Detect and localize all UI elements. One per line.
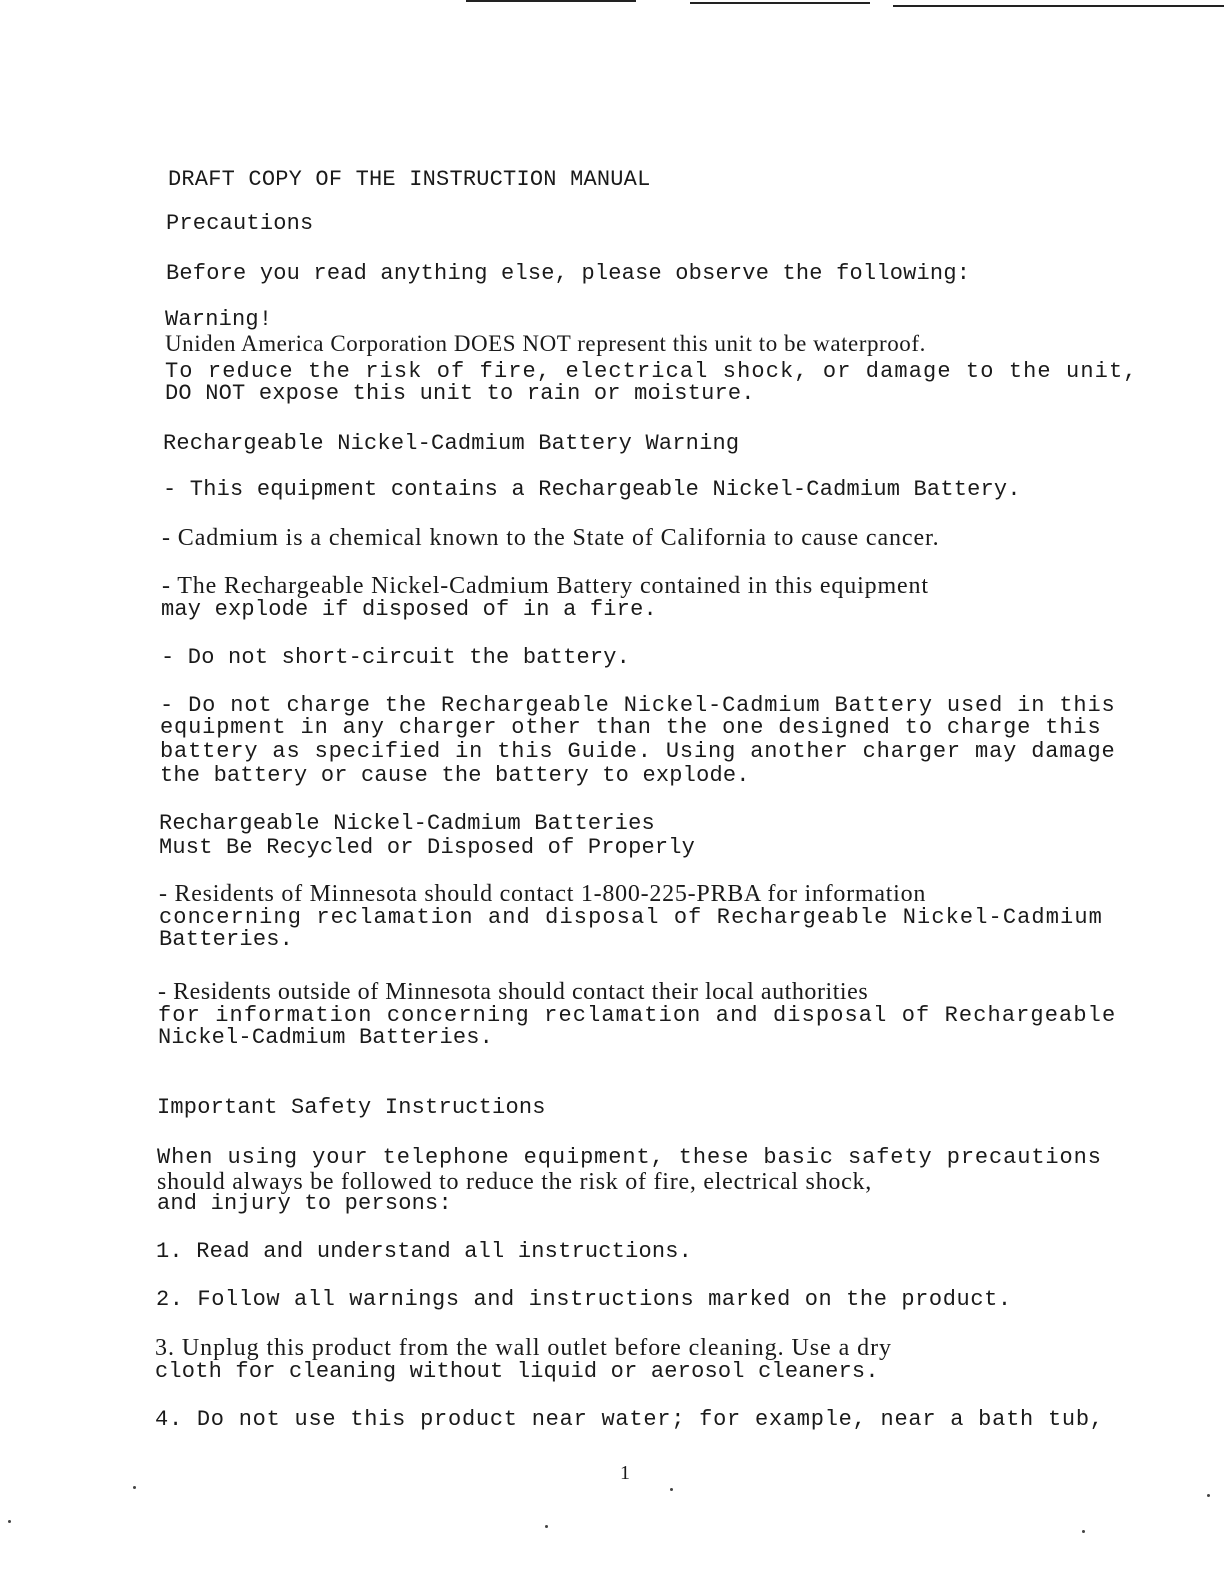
battery-warning-item-2: - Cadmium is a chemical known to the State of California to cause cancer.: [162, 525, 940, 551]
battery-warning-item-3-line-2: may explode if disposed of in a fire.: [161, 597, 657, 622]
recycling-item-2-line-1: - Residents outside of Minnesota should contact their local authorities: [158, 979, 869, 1005]
page-number: 1: [620, 1462, 630, 1484]
safety-item-1: 1. Read and understand all instructions.: [156, 1239, 693, 1264]
safety-intro-line-3: and injury to persons:: [157, 1191, 452, 1216]
document-header: DRAFT COPY OF THE INSTRUCTION MANUAL: [168, 167, 651, 192]
safety-item-3-line-2: cloth for cleaning without liquid or aerosol cleaners.: [155, 1359, 879, 1384]
warning-line-3: DO NOT expose this unit to rain or moisture.: [165, 381, 755, 406]
scan-speck: [1082, 1530, 1085, 1533]
scan-speck: [8, 1520, 11, 1523]
recycling-title-line-1: Rechargeable Nickel-Cadmium Batteries: [159, 811, 655, 836]
safety-item-3-line-1: 3. Unplug this product from the wall outlet before cleaning. Use a dry: [155, 1335, 892, 1361]
battery-warning-item-5-line-3: battery as specified in this Guide. Using another charger may damage: [160, 739, 1116, 764]
recycling-item-1-line-2: concerning reclamation and disposal of Rechargeable Nickel-Cadmium: [159, 905, 1103, 930]
warning-label: Warning!: [165, 307, 273, 332]
battery-warning-item-4: - Do not short-circuit the battery.: [161, 645, 631, 670]
safety-item-2: 2. Follow all warnings and instructions marked on the product.: [156, 1287, 1012, 1312]
battery-warning-item-3-line-1: - The Rechargeable Nickel-Cadmium Battery contained in this equipment: [162, 573, 929, 599]
recycling-item-1-line-3: Batteries.: [159, 927, 294, 952]
scan-speck: [1207, 1494, 1210, 1497]
scan-speck: [670, 1488, 673, 1491]
scan-rule-1: [466, 0, 636, 2]
precautions-intro: Before you read anything else, please observe the following:: [166, 261, 971, 286]
safety-intro-line-1: When using your telephone equipment, these basic safety precautions: [157, 1145, 1102, 1170]
battery-warning-item-1: - This equipment contains a Rechargeable Nickel-Cadmium Battery.: [163, 477, 1021, 502]
warning-line-2: To reduce the risk of fire, electrical shock, or damage to the unit,: [165, 359, 1138, 384]
safety-intro-line-2: should always be followed to reduce the risk of fire, electrical shock,: [157, 1169, 873, 1195]
safety-item-4: 4. Do not use this product near water; for example, near a bath tub,: [155, 1407, 1104, 1432]
recycling-item-1-line-1: - Residents of Minnesota should contact 1-800-225-PRBA for information: [159, 881, 927, 907]
scan-speck: [545, 1525, 548, 1528]
warning-line-1: Uniden America Corporation DOES NOT represent this unit to be waterproof.: [165, 331, 926, 356]
battery-warning-item-5-line-2: equipment in any charger other than the one designed to charge this: [160, 715, 1102, 740]
recycling-item-2-line-3: Nickel-Cadmium Batteries.: [158, 1025, 494, 1050]
battery-warning-title: Rechargeable Nickel-Cadmium Battery Warning: [163, 431, 740, 456]
safety-title: Important Safety Instructions: [157, 1095, 546, 1120]
recycling-item-2-line-2: for information concerning reclamation and disposal of Rechargeable: [158, 1003, 1117, 1028]
scan-rule-3: [893, 5, 1224, 7]
recycling-title-line-2: Must Be Recycled or Disposed of Properly: [159, 835, 696, 860]
scan-rule-2: [690, 2, 870, 4]
battery-warning-item-5-line-4: the battery or cause the battery to explode.: [160, 763, 750, 788]
battery-warning-item-5-line-1: - Do not charge the Rechargeable Nickel-Cadmium Battery used in this: [160, 693, 1116, 718]
scan-speck: [133, 1486, 136, 1489]
precautions-title: Precautions: [166, 211, 314, 236]
